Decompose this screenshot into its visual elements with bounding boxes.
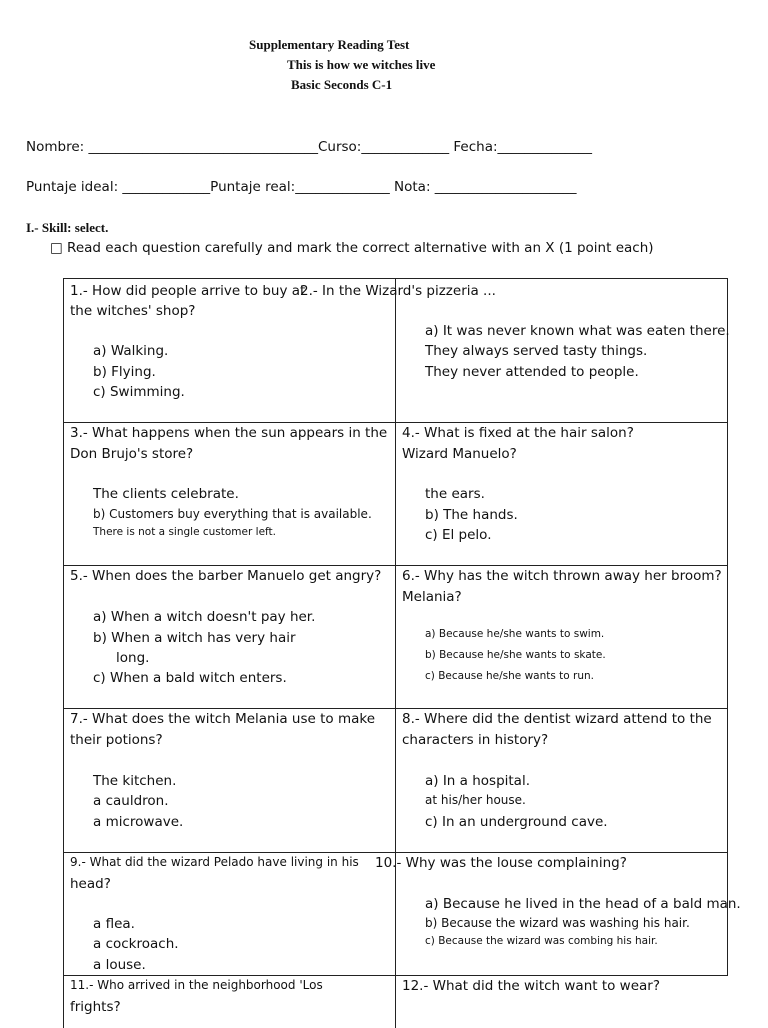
question-8-option-b[interactable]: at his/her house. <box>425 793 526 807</box>
question-8-text-cont: characters in history? <box>402 732 549 748</box>
question-5-text: 5.- When does the barber Manuelo get angry? <box>70 568 382 584</box>
question-2-option-c[interactable]: They never attended to people. <box>425 364 639 380</box>
test-title: Supplementary Reading Test <box>249 37 410 52</box>
question-9-text-cont: head? <box>70 876 111 892</box>
table-rule <box>727 278 728 975</box>
question-4-text-cont: Wizard Manuelo? <box>402 446 517 462</box>
question-6-option-a[interactable]: a) Because he/she wants to swim. <box>425 628 605 640</box>
question-1-text-cont: the witches' shop? <box>70 303 196 319</box>
question-6-text-cont: Melania? <box>402 589 462 605</box>
question-2-option-a[interactable]: a) It was never known what was eaten there. <box>425 323 730 339</box>
question-6-option-b[interactable]: b) Because he/she wants to skate. <box>425 649 606 661</box>
question-2-option-b[interactable]: They always served tasty things. <box>425 343 648 359</box>
question-6-text: 6.- Why has the witch thrown away her broom? <box>402 568 722 584</box>
question-11-text-cont: frights? <box>70 999 121 1015</box>
question-4-option-a[interactable]: the ears. <box>425 486 485 502</box>
question-10-option-a[interactable]: a) Because he lived in the head of a bald man. <box>425 896 741 912</box>
question-6-option-c[interactable]: c) Because he/she wants to run. <box>425 670 595 682</box>
question-7-option-a[interactable]: The kitchen. <box>93 773 177 789</box>
question-8-text: 8.- Where did the dentist wizard attend to the <box>402 711 712 727</box>
question-7-option-c[interactable]: a microwave. <box>93 814 184 830</box>
question-8-option-a[interactable]: a) In a hospital. <box>425 773 531 789</box>
student-info-line: Nombre: __________________________________Curso:_____________ Fecha:______________ <box>26 139 593 155</box>
test-subtitle: This is how we witches live <box>287 57 436 72</box>
question-10-option-c[interactable]: c) Because the wizard was combing his hair. <box>425 935 658 947</box>
question-7-option-b[interactable]: a cauldron. <box>93 793 169 809</box>
question-1-option-b[interactable]: b) Flying. <box>93 364 156 380</box>
question-5-option-b[interactable]: b) When a witch has very hair <box>93 630 296 646</box>
question-10-text: 10.- Why was the louse complaining? <box>375 855 627 871</box>
question-9-option-a[interactable]: a flea. <box>93 916 135 932</box>
question-7-text-cont: their potions? <box>70 732 163 748</box>
question-4-option-b[interactable]: b) The hands. <box>425 507 518 523</box>
question-1-option-a[interactable]: a) Walking. <box>93 343 169 359</box>
question-5-option-c[interactable]: c) When a bald witch enters. <box>93 670 287 686</box>
score-info-line: Puntaje ideal: _____________Puntaje real:______________ Nota: _____________________ <box>26 179 577 195</box>
test-level: Basic Seconds C-1 <box>291 77 393 92</box>
question-7-text: 7.- What does the witch Melania use to make <box>70 711 376 727</box>
question-5-option-b-cont: long. <box>116 650 150 666</box>
question-9-option-c[interactable]: a louse. <box>93 957 146 973</box>
question-8-option-c[interactable]: c) In an underground cave. <box>425 814 608 830</box>
table-rule <box>395 278 396 1028</box>
question-12-text: 12.- What did the witch want to wear? <box>402 978 661 994</box>
question-4-option-c[interactable]: c) El pelo. <box>425 527 492 543</box>
question-1-option-c[interactable]: c) Swimming. <box>93 384 185 400</box>
table-rule <box>63 278 64 1028</box>
question-1-text: 1.- How did people arrive to buy at <box>70 283 306 299</box>
question-5-option-a[interactable]: a) When a witch doesn't pay her. <box>93 609 316 625</box>
question-3-text: 3.- What happens when the sun appears in the <box>70 425 388 441</box>
question-9-text: 9.- What did the wizard Pelado have living in his <box>70 855 359 869</box>
question-9-option-b[interactable]: a cockroach. <box>93 936 179 952</box>
question-3-option-a[interactable]: The clients celebrate. <box>93 486 239 502</box>
question-3-text-cont: Don Brujo's store? <box>70 446 194 462</box>
question-3-option-c[interactable]: There is not a single customer left. <box>93 526 276 538</box>
section-heading: I.- Skill: select. <box>26 220 109 235</box>
question-10-option-b[interactable]: b) Because the wizard was washing his hair. <box>425 916 690 930</box>
question-4-text: 4.- What is fixed at the hair salon? <box>402 425 634 441</box>
question-11-text: 11.- Who arrived in the neighborhood 'Los <box>70 978 323 992</box>
question-3-option-b[interactable]: b) Customers buy everything that is available. <box>93 507 372 521</box>
section-instruction: □ Read each question carefully and mark the correct alternative with an X (1 point each) <box>50 240 654 256</box>
question-2-text: 2.- In the Wizard's pizzeria ... <box>300 283 496 299</box>
